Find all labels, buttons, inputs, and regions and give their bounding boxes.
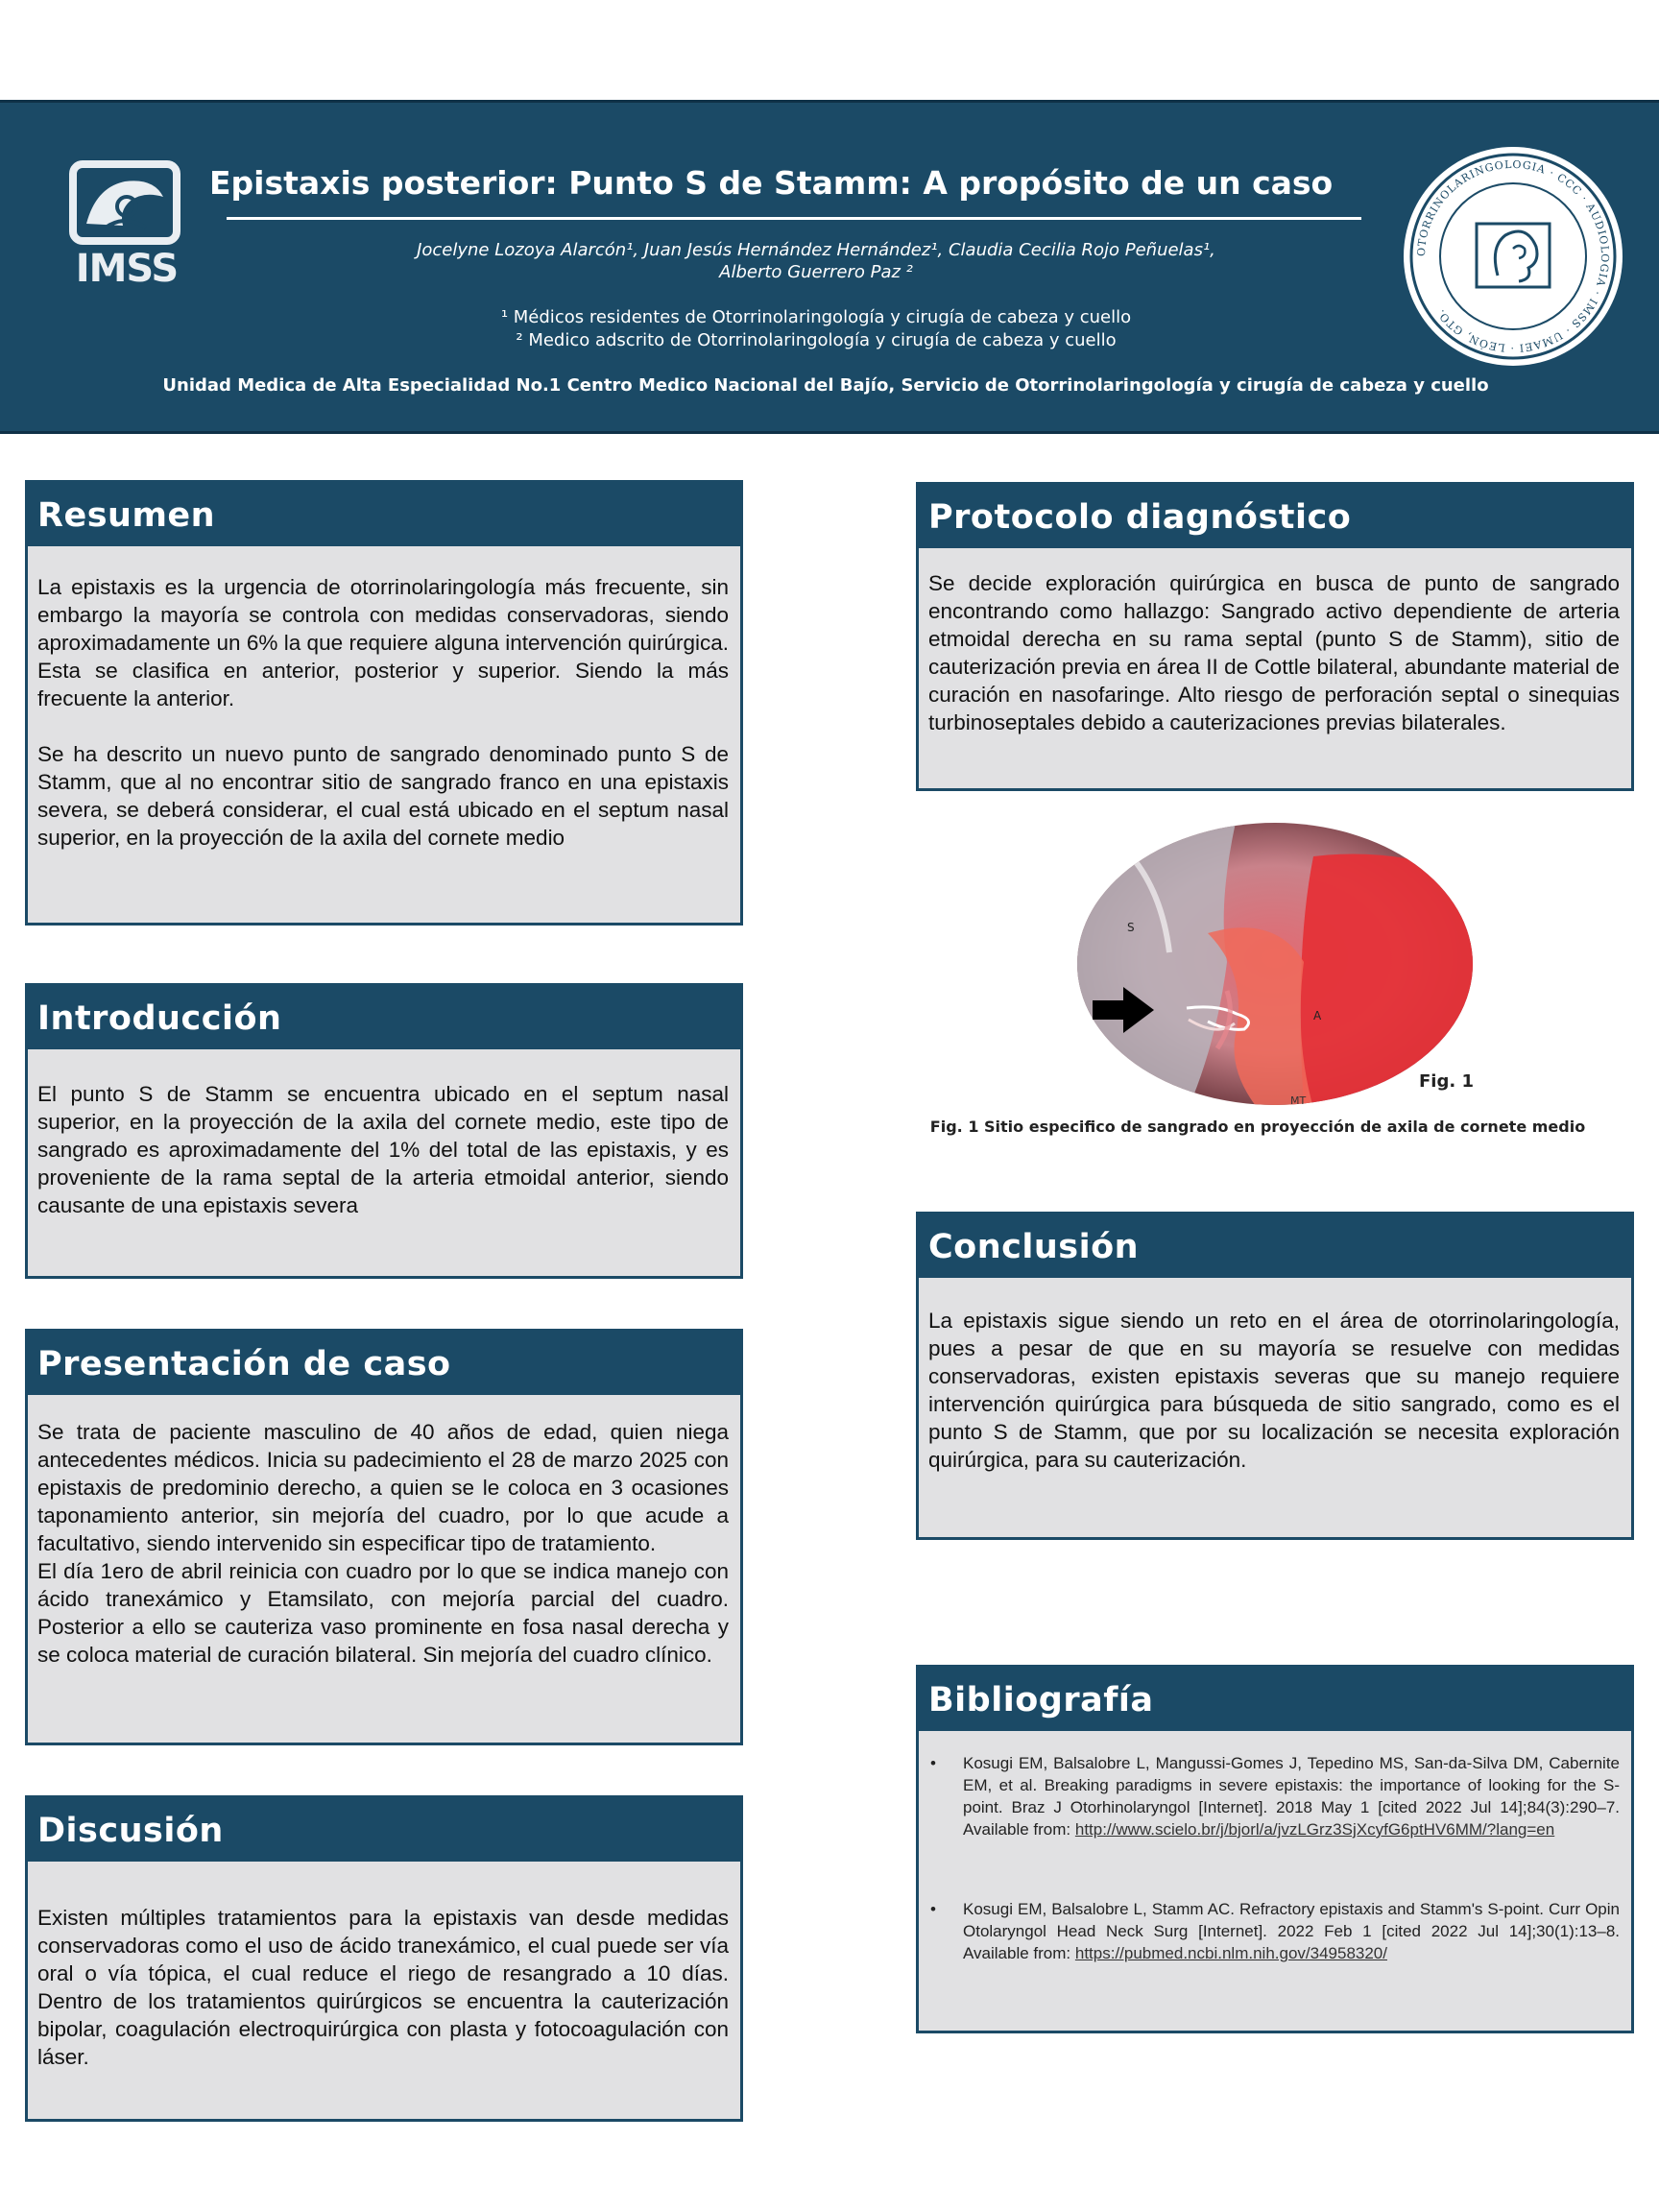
- resumen-body: [37, 573, 729, 852]
- reference-item: [928, 1752, 1620, 1840]
- affiliation-1: ¹ Médicos residentes de Otorrinolaringología y cirugía de cabeza y cuello: [500, 307, 1132, 327]
- seal-ring-text: OTORRINOLARINGOLOGIA · CCC · AUDIOLOGIA · IMSS · UMAEI · LEÓN, GTO.: [1414, 157, 1612, 355]
- authors-line-2: Alberto Guerrero Paz ²: [719, 262, 913, 282]
- marker-s: S: [1127, 921, 1135, 934]
- title-divider: [227, 217, 1361, 220]
- affiliations: [288, 306, 1344, 352]
- protocolo-panel: [916, 482, 1634, 791]
- resumen-paragraph-1: La epistaxis es la urgencia de otorrinolaringología más frecuente, sin embargo la mayoría se controla con medidas conservadoras, siendo aproximadamente un 6% la que requiere alguna intervención quirúrgica. Esta se clasifica en anterior, posterior y superior. Siendo la más frecuente la anterior.: [37, 575, 729, 710]
- figure-label: Fig. 1: [1419, 1071, 1474, 1092]
- introduccion-panel: [25, 983, 743, 1279]
- resumen-heading: Resumen: [28, 483, 740, 546]
- bullet-icon: •: [930, 1900, 936, 1918]
- poster-title: Epistaxis posterior: Punto S de Stamm: A propósito de un caso: [209, 164, 1334, 202]
- protocolo-heading: Protocolo diagnóstico: [919, 485, 1631, 548]
- conclusion-heading: Conclusión: [919, 1214, 1631, 1278]
- presentacion-panel: [25, 1329, 743, 1745]
- reference-1-link[interactable]: http://www.scielo.br/j/bjorl/a/jvzLGrz3SjXcyfG6ptHV6MM/?lang=en: [1074, 1820, 1555, 1839]
- conclusion-panel: [916, 1212, 1634, 1540]
- reference-1-text: Kosugi EM, Balsalobre L, Mangussi-Gomes J, Tepedino MS, San-da-Silva DM, Cabernite EM, et al. Breaking paradigms in severe epistaxis: the importance of looking for the S-point. Braz J Otorhinolaryngol [Internet]. 2018 May 1 [cited 2022 Jul 14];84(3):290–7. Available from:: [963, 1754, 1620, 1839]
- figure-caption: Fig. 1 Sitio especifico de sangrado en proyección de axila de cornete medio: [929, 1118, 1586, 1136]
- otorrino-seal-logo: [1398, 141, 1628, 372]
- resumen-panel: [25, 480, 743, 926]
- presentacion-paragraph-2: El día 1ero de abril reinicia con cuadro por lo que se indica manejo con ácido tranexámico y Etamsilato, con mejoría parcial del cuadro. Posterior a ello se cauteriza vaso prominente en fosa nasal derecha y se coloca material de curación bilateral. Sin mejoría del cuadro clínico.: [37, 1559, 729, 1667]
- header-banner: [0, 100, 1659, 434]
- introduccion-paragraph-1: El punto S de Stamm se encuentra ubicado en el septum nasal superior, en la proyección de la axila del cornete medio, este tipo de sangrado es aproximadamente del 1% del total de las epistaxis, y es proveniente de la rama septal de la arteria etmoidal anterior, siendo causante de una epistaxis severa: [37, 1082, 729, 1217]
- presentacion-body: [37, 1418, 729, 1669]
- discusion-panel: [25, 1795, 743, 2122]
- introduccion-body: [37, 1080, 729, 1219]
- reference-2-link[interactable]: https://pubmed.ncbi.nlm.nih.gov/34958320/: [1074, 1944, 1387, 1962]
- reference-item: [928, 1898, 1620, 1964]
- reference-list: [928, 1752, 1620, 2022]
- bibliografia-heading: Bibliografía: [919, 1668, 1631, 1731]
- authors: [288, 239, 1344, 283]
- authors-line-1: Jocelyne Lozoya Alarcón¹, Juan Jesús Hernández Hernández¹, Claudia Cecilia Rojo Peñuelas¹,: [417, 240, 1215, 260]
- conclusion-paragraph-1: La epistaxis sigue siendo un reto en el área de otorrinolaringología, pues a pesar de que en su mayoría se resuelve con medidas conservadoras, existen epistaxis severas que su manejo requiere intervención quirúrgica para búsqueda de sitio sangrado, como es el punto S de Stamm, que por su localización se necesita exploración quirúrgica, para su cauterización.: [928, 1309, 1620, 1472]
- conclusion-body: [928, 1307, 1620, 1474]
- protocolo-body: [928, 569, 1620, 736]
- reference-2-text: Kosugi EM, Balsalobre L, Stamm AC. Refractory epistaxis and Stamm's S-point. Curr Opin Otolaryngol Head Neck Surg [Internet]. 2022 Feb 1 [cited 2022 Jul 14];30(1):13–8. Available from:: [963, 1900, 1620, 1962]
- presentacion-heading: Presentación de caso: [28, 1332, 740, 1395]
- bullet-icon: •: [930, 1754, 936, 1772]
- marker-mt: MT: [1290, 1094, 1307, 1107]
- institution-unit: Unidad Medica de Alta Especialidad No.1 Centro Medico Nacional del Bajío, Servicio de Otorrinolaringología y cirugía de cabeza y cuello: [162, 375, 1489, 396]
- discusion-paragraph-1: Existen múltiples tratamientos para la epistaxis van desde medidas conservadoras como el uso de ácido tranexámico, el cual puede ser vía oral o vía tópica, el cual reduce el riego de resangrado a 10 días. Dentro de los tratamientos quirúrgicos se encuentra la cauterización bipolar, coagulación electroquirúrgica con plasta y fotocoagulación con láser.: [37, 1906, 729, 2069]
- endoscopy-figure: [1073, 818, 1477, 1108]
- protocolo-paragraph-1: Se decide exploración quirúrgica en busca de punto de sangrado encontrando como hallazgo: Sangrado activo dependiente de arteria etmoidal derecha en su rama septal (punto S de Stamm), sitio de cauterización previa en área II de Cottle bilateral, abundante material de curación en nasofaringe. Alto riesgo de perforación septal o sinequias turbinoseptales debido a cauterizaciones previas bilaterales.: [928, 571, 1620, 734]
- imss-logo: [60, 160, 194, 290]
- discusion-heading: Discusión: [28, 1798, 740, 1862]
- imss-logo-text: IMSS: [75, 247, 179, 291]
- discusion-body: [37, 1904, 729, 2071]
- affiliation-2: ² Medico adscrito de Otorrinolaringología y cirugía de cabeza y cuello: [516, 330, 1117, 350]
- bibliografia-panel: [916, 1665, 1634, 2033]
- presentacion-paragraph-1: Se trata de paciente masculino de 40 años de edad, quien niega antecedentes médicos. Inicia su padecimiento el 28 de marzo 2025 con epistaxis de predominio derecho, a quien se le coloca en 3 ocasiones taponamiento anterior, sin mejoría del cuadro, por lo que acude a facultativo, siendo intervenido sin especificar tipo de tratamiento.: [37, 1420, 729, 1555]
- resumen-paragraph-2: Se ha descrito un nuevo punto de sangrado denominado punto S de Stamm, que al no encontrar sitio de sangrado franco en una epistaxis severa, se deberá considerar, el cual está ubicado en el septum nasal superior, en la proyección de la axila del cornete medio: [37, 742, 729, 850]
- introduccion-heading: Introducción: [28, 986, 740, 1049]
- marker-a: A: [1313, 1009, 1322, 1022]
- imss-eagle-icon: [69, 160, 180, 245]
